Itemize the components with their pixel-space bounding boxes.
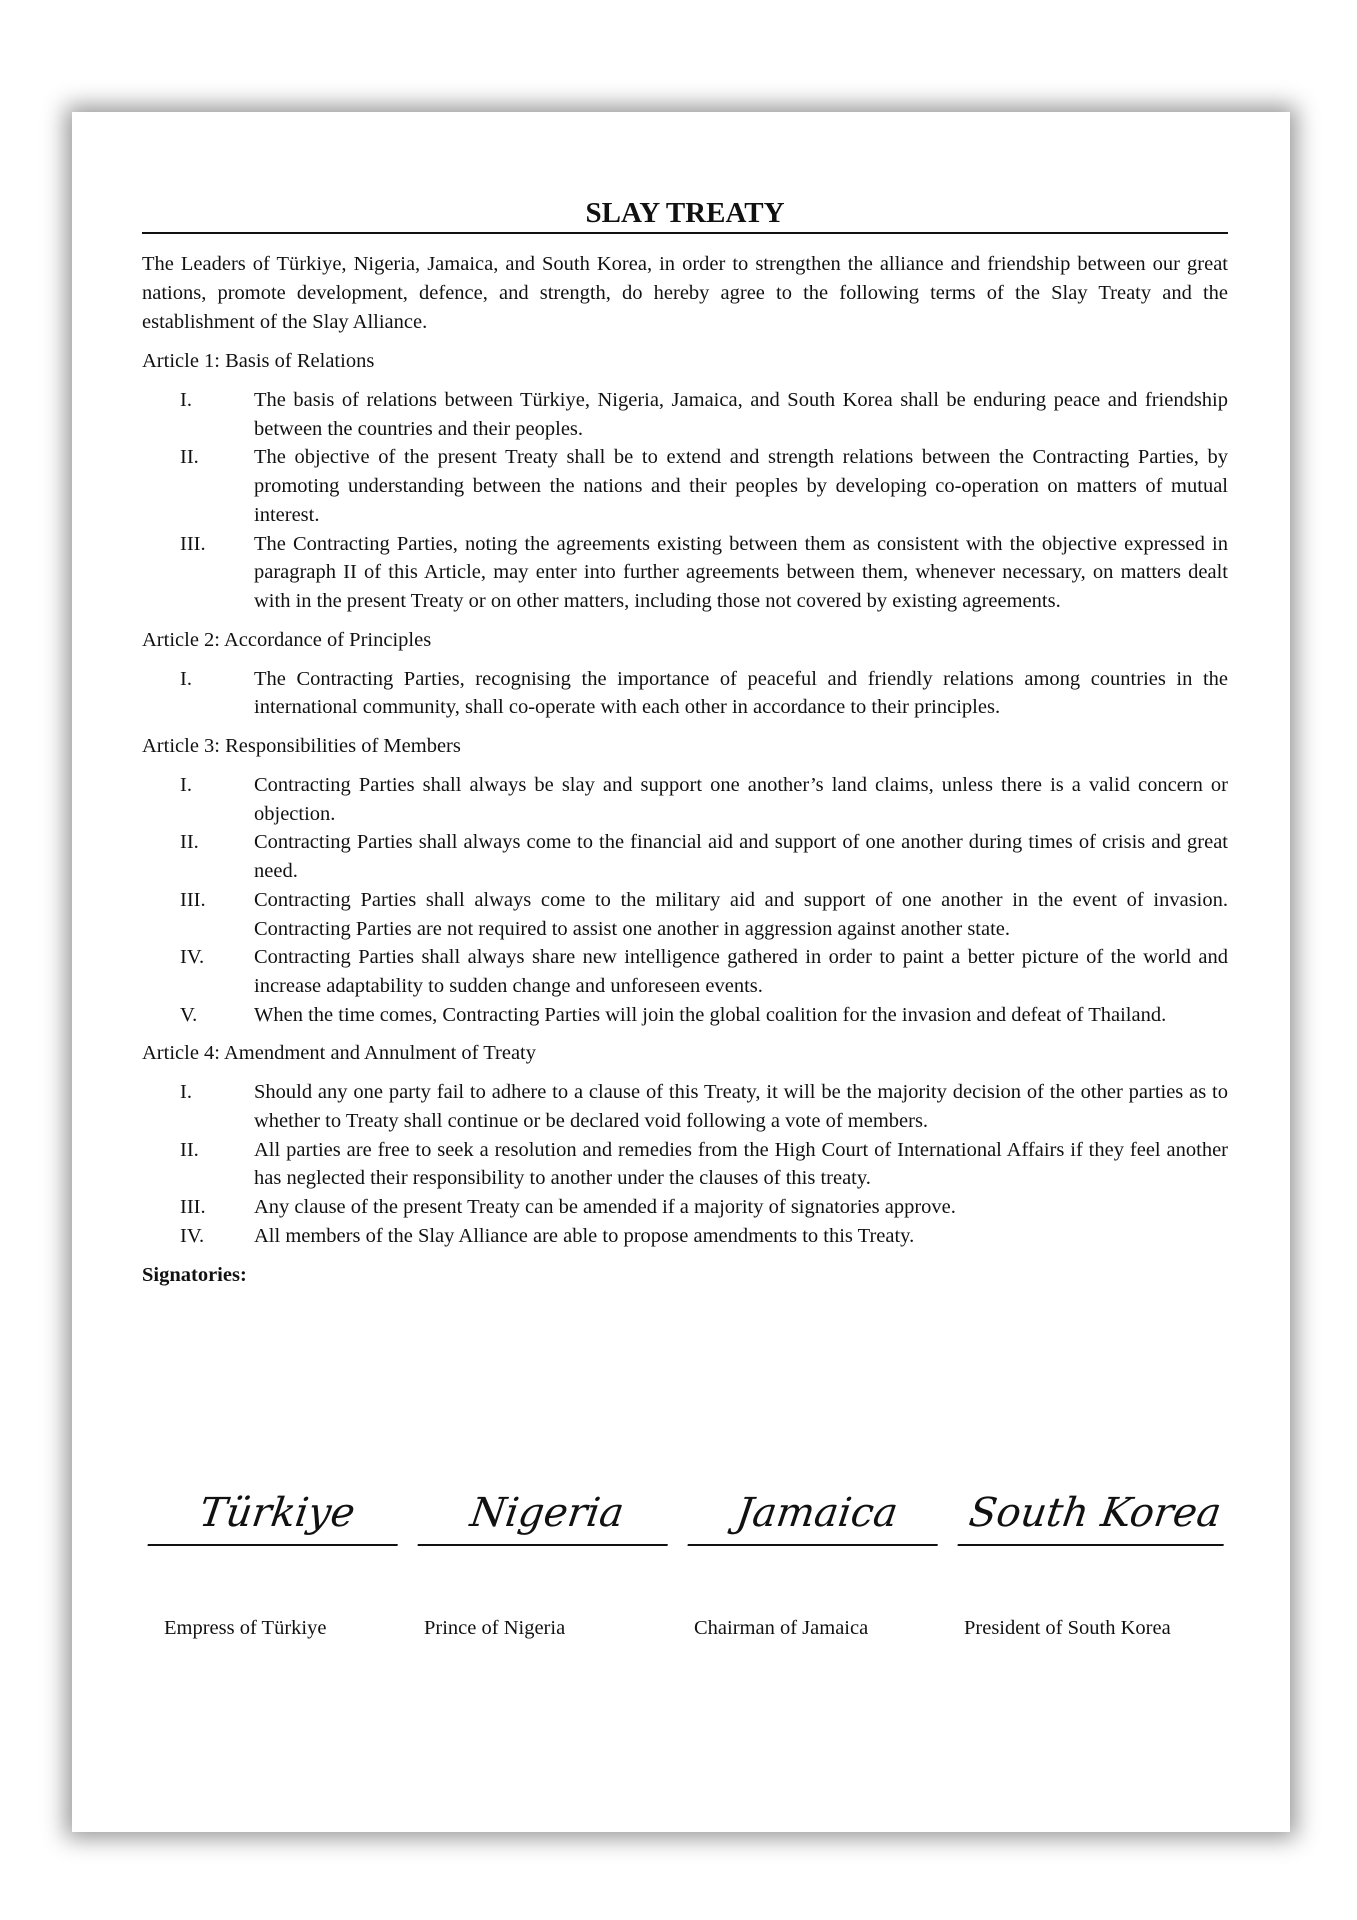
signature-block-nigeria bbox=[422, 1482, 672, 1642]
signature-nigeria: Nigeria bbox=[418, 1482, 677, 1546]
clause-text: Contracting Parties shall always be slay and support one another’s land claims, unless there is a valid concern or objection. bbox=[254, 774, 1228, 825]
signatory-title: President of South Korea bbox=[964, 1617, 1171, 1639]
article-1-clauses bbox=[142, 386, 1228, 616]
clause bbox=[142, 443, 1228, 529]
document-content bbox=[142, 196, 1228, 1290]
clause-numeral: IV. bbox=[180, 1224, 205, 1247]
signature-south-korea: South Korea bbox=[958, 1482, 1233, 1546]
clause-text: Any clause of the present Treaty can be amended if a majority of signatories approve. bbox=[254, 1196, 956, 1219]
clause-text: Should any one party fail to adhere to a clause of this Treaty, it will be the majority decision of the other parties as to whether to Treaty shall continue or be declared void following a vote of members. bbox=[254, 1081, 1228, 1133]
clause bbox=[142, 530, 1228, 616]
clause-text: Contracting Parties shall always share new intelligence gathered in order to paint a better picture of the world and increase adaptability to sudden change and unforeseen events. bbox=[254, 946, 1228, 997]
clause-numeral: II. bbox=[180, 831, 199, 854]
signature-block-jamaica bbox=[692, 1482, 942, 1642]
clause-numeral: IV. bbox=[180, 946, 205, 969]
clause-text: All parties are free to seek a resolution and remedies from the High Court of International Affairs if they feel another has neglected their responsibility to another under the clauses of this treaty. bbox=[254, 1138, 1228, 1190]
clause bbox=[142, 665, 1228, 722]
signatory-title: Empress of Türkiye bbox=[164, 1617, 327, 1639]
clause-numeral: III. bbox=[180, 1196, 206, 1219]
clause-numeral: III. bbox=[180, 532, 206, 555]
article-2-heading: Article 2: Accordance of Principles bbox=[142, 628, 432, 651]
clause-numeral: I. bbox=[180, 1081, 192, 1104]
clause-text: Contracting Parties shall always come to the military aid and support of one another in the event of invasion. Contracting Parties are not required to assist one another in aggression against another state. bbox=[254, 888, 1228, 940]
clause-text: The Contracting Parties, noting the agreements existing between them as consistent with the objective expressed in paragraph II of this Article, may enter into further agreements between them, whenever necessary, on matters dealt with in the present Treaty or on other matters, including those not covered by existing agreements. bbox=[254, 532, 1228, 612]
clause bbox=[142, 886, 1228, 943]
clause-numeral: I. bbox=[180, 774, 192, 797]
signature-row bbox=[152, 1482, 1238, 1642]
clause bbox=[142, 1136, 1228, 1193]
clause-numeral: II. bbox=[180, 1138, 199, 1161]
clause bbox=[142, 771, 1228, 828]
clause-numeral: V. bbox=[180, 1003, 198, 1026]
article-2-clauses bbox=[142, 665, 1228, 722]
signatory-title: Chairman of Jamaica bbox=[694, 1617, 869, 1639]
signature-turkiye: Türkiye bbox=[148, 1482, 407, 1546]
article-3-heading: Article 3: Responsibilities of Members bbox=[142, 735, 461, 758]
clause-text: The basis of relations between Türkiye, Nigeria, Jamaica, and South Korea shall be enduring peace and friendship between the countries and their peoples. bbox=[254, 389, 1228, 440]
clause-text: The objective of the present Treaty shall be to extend and strength relations between the Contracting Parties, by promoting understanding between the nations and their peoples by developing co-operation on matters of mutual interest. bbox=[254, 446, 1228, 526]
clause bbox=[142, 1078, 1228, 1135]
clause-numeral: III. bbox=[180, 888, 206, 911]
document-page bbox=[72, 112, 1290, 1832]
clause bbox=[142, 386, 1228, 443]
article-3-clauses bbox=[142, 771, 1228, 1029]
article-1-heading: Article 1: Basis of Relations bbox=[142, 350, 375, 372]
clause-text: Contracting Parties shall always come to the financial aid and support of one another during times of crisis and great need. bbox=[254, 831, 1228, 883]
clause-numeral: I. bbox=[180, 389, 192, 411]
signatory-title: Prince of Nigeria bbox=[424, 1617, 566, 1639]
article-4-clauses bbox=[142, 1078, 1228, 1250]
clause bbox=[142, 1193, 1228, 1222]
clause bbox=[142, 1001, 1228, 1030]
signature-block-turkiye bbox=[152, 1482, 402, 1642]
clause-text: All members of the Slay Alliance are able to propose amendments to this Treaty. bbox=[254, 1224, 915, 1247]
signature-jamaica: Jamaica bbox=[688, 1482, 947, 1546]
clause-numeral: I. bbox=[180, 667, 192, 690]
signature-block-south-korea bbox=[962, 1482, 1228, 1642]
clause-text: When the time comes, Contracting Parties will join the global coalition for the invasion and defeat of Thailand. bbox=[254, 1003, 1167, 1026]
clause-numeral: II. bbox=[180, 446, 199, 469]
clause bbox=[142, 943, 1228, 1000]
clause-text: The Contracting Parties, recognising the importance of peaceful and friendly relations among countries in the international community, shall co-operate with each other in accordance to their principles. bbox=[254, 667, 1228, 719]
clause bbox=[142, 1222, 1228, 1251]
clause bbox=[142, 828, 1228, 885]
document-title: SLAY TREATY bbox=[142, 196, 1228, 234]
signatories-label: Signatories: bbox=[142, 1263, 247, 1286]
intro-paragraph: The Leaders of Türkiye, Nigeria, Jamaica, and South Korea, in order to strengthen the alliance and friendship between our great nations, promote development, defence, and strength, do hereby agree to the following terms of the Slay Treaty and the establishment of the Slay Alliance. bbox=[142, 253, 1228, 333]
article-4-heading: Article 4: Amendment and Annulment of Treaty bbox=[142, 1042, 537, 1065]
